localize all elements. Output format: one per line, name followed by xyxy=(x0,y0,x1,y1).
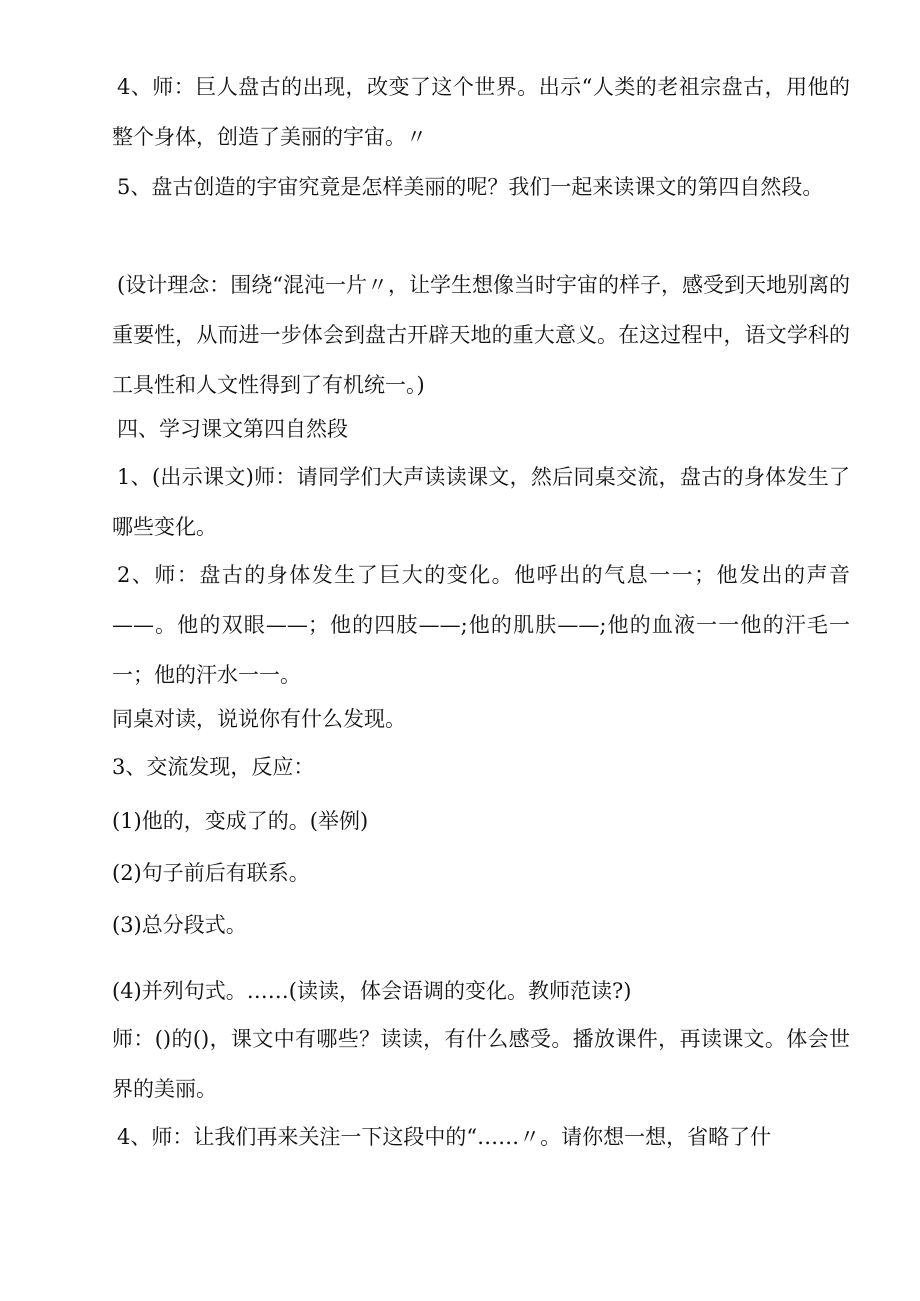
paragraph-14: 4、师：让我们再来关注一下这段中的“……〃。请你想一想，省略了什 xyxy=(117,1125,772,1149)
paragraph-12: (4)并列句式。……(读读，体会语调的变化。教师范读?) xyxy=(112,979,632,1003)
paragraph-8: 3、交流发现，反应： xyxy=(112,755,315,779)
paragraph-11: (3)总分段式。 xyxy=(112,913,247,937)
paragraph-7: 同桌对读，说说你有什么发现。 xyxy=(112,707,406,731)
paragraph-1: 4、师：巨人盘古的出现，改变了这个世界。出示“人类的老祖宗盘古，用他的整个身体，创造了美丽的宇宙。〃 xyxy=(112,75,850,149)
paragraph-10: (2)句子前后有联系。 xyxy=(112,861,310,885)
paragraph-13: 师：()的()，课文中有哪些？读读，有什么感受。播放课件，再读课文。体会世界的美丽。 xyxy=(112,1027,850,1101)
paragraph-3: (设计理念：围绕“混沌一片〃，让学生想像当时宇宙的样子，感受到天地别离的重要性，从而进一步体会到盘古开辟天地的重大意义。在这过程中，语文学科的工具性和人文性得到了有机统一。) xyxy=(112,273,850,397)
paragraph-2: 5、盘古创造的宇宙究竟是怎样美丽的呢？我们一起来读课文的第四自然段。 xyxy=(117,175,824,199)
paragraph-6: 2、师：盘古的身体发生了巨大的变化。他呼出的气息一一；他发出的声音——。他的双眼——；他的四肢——;他的肌肤——;他的血液一一他的汗毛一一；他的汗水一一。 xyxy=(112,563,850,687)
paragraph-9: (1)他的，变成了的。(举例) xyxy=(112,809,369,833)
paragraph-4: 四、学习课文第四自然段 xyxy=(117,417,348,441)
paragraph-5: 1、(出示课文)师：请同学们大声读读课文，然后同桌交流，盘古的身体发生了哪些变化。 xyxy=(112,465,850,539)
